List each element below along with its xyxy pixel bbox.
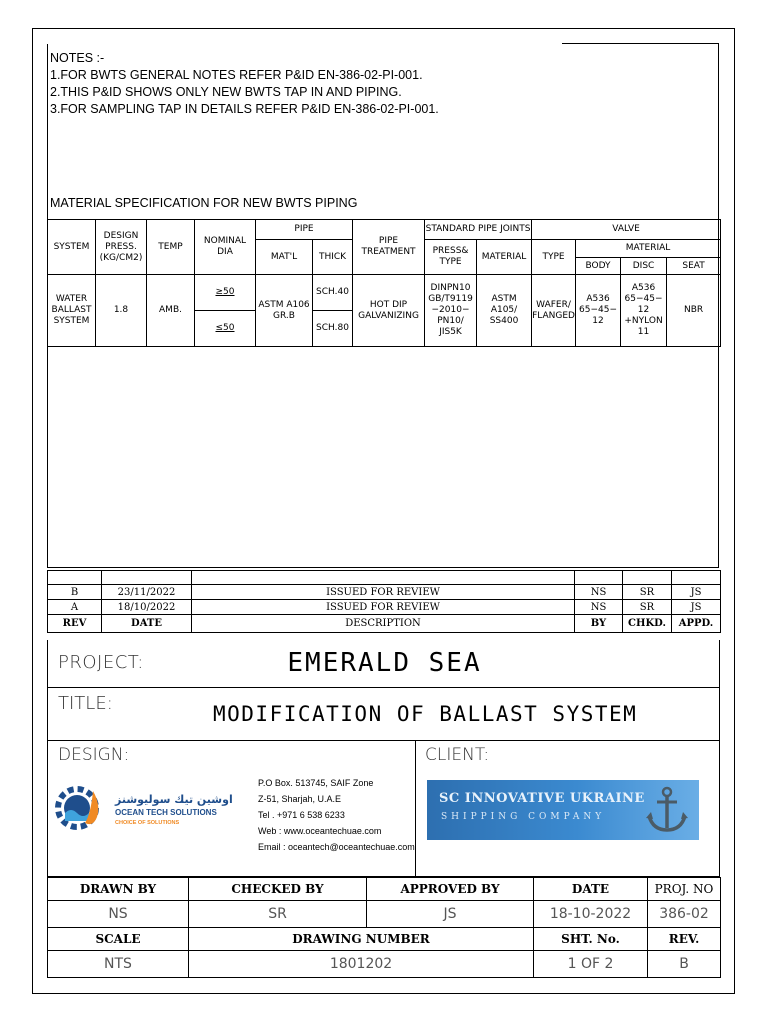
drawing-number-value: 1801202: [189, 951, 534, 978]
contact-line: Z-51, Sharjah, U.A.E: [258, 794, 342, 804]
dia-small-text: ≤50: [215, 323, 235, 333]
th-valve-material: MATERIAL: [576, 240, 721, 258]
approved-by-value: JS: [367, 901, 534, 928]
th-joint-material: MATERIAL: [477, 240, 532, 275]
client-logo: [427, 780, 699, 840]
cell-treatment: HOT DIP GALVANIZING: [353, 275, 425, 347]
checked-by-label: CHECKED BY: [189, 878, 367, 901]
proj-no-value: 386-02: [648, 901, 721, 928]
th-matl: MAT'L: [256, 240, 313, 275]
th-seat: SEAT: [667, 258, 721, 275]
contact-line: P.O Box. 513745, SAIF Zone: [258, 778, 374, 788]
logo-name: OCEAN TECH SOLUTIONS: [115, 808, 217, 817]
client-label: CLIENT:: [425, 745, 490, 765]
proj-no-label: PROJ. NO: [648, 878, 721, 901]
drawn-by-label: DRAWN BY: [48, 878, 189, 901]
project-block: [47, 640, 720, 688]
rev-by: NS: [575, 600, 623, 615]
th-design-press: DESIGN PRESS. (KG/CM2): [96, 220, 147, 275]
cell-matl: ASTM A106 GR.B: [256, 275, 313, 347]
project-name: EMERALD SEA: [287, 648, 482, 678]
contact-line: Web : www.oceantechuae.com: [258, 826, 382, 836]
rev-by: NS: [575, 585, 623, 600]
note-line: 1.FOR BWTS GENERAL NOTES REFER P&ID EN-386-02-PI-001.: [50, 68, 423, 82]
ocean-tech-logo: [53, 783, 253, 833]
cell-dia-small: [195, 311, 256, 347]
th-standard-pipe-joints: STANDARD PIPE JOINTS: [425, 220, 532, 240]
cell-seat: NBR: [667, 275, 721, 347]
note-line: 3.FOR SAMPLING TAP IN DETAILS REFER P&ID EN-386-02-PI-001.: [50, 102, 439, 116]
cell-temp: AMB.: [147, 275, 195, 347]
rev-chkd: SR: [623, 585, 672, 600]
drawing-number-label: DRAWING NUMBER: [189, 928, 534, 951]
cell-joint-material: ASTM A105/ SS400: [477, 275, 532, 347]
design-label: DESIGN:: [58, 745, 130, 765]
contact-line: Tel . +971 6 538 6233: [258, 810, 345, 820]
cell-design-press: 1.8: [96, 275, 147, 347]
date-label: DATE: [534, 878, 648, 901]
th-thick: THICK: [313, 240, 353, 275]
rev-date: 23/11/2022: [102, 585, 192, 600]
th-pipe: PIPE: [256, 220, 353, 240]
revision-row: [48, 600, 721, 615]
client-name: SC INNOVATIVE UKRAINE: [439, 791, 645, 806]
rev-header-description: DESCRIPTION: [192, 615, 575, 633]
th-temp: TEMP: [147, 220, 195, 275]
cell-thick-large: SCH.40: [313, 275, 353, 311]
cell-body: A536 65−45− 12: [576, 275, 621, 347]
th-system: SYSTEM: [48, 220, 96, 275]
scale-label: SCALE: [48, 928, 189, 951]
top-rule: [562, 43, 719, 44]
client-subtitle: SHIPPING COMPANY: [441, 812, 606, 822]
contact-line: Email : oceantech@oceantechuae.com: [258, 842, 415, 852]
rev-header-by: BY: [575, 615, 623, 633]
title-grid: [47, 877, 721, 978]
rev-id: A: [48, 600, 102, 615]
rev-id: B: [48, 585, 102, 600]
drawn-by-value: NS: [48, 901, 189, 928]
th-valve-type: TYPE: [532, 240, 576, 275]
rev-appd: JS: [672, 600, 721, 615]
cell-thick-small: SCH.80: [313, 311, 353, 347]
notes-heading: NOTES :-: [50, 51, 105, 65]
sheet-value: 1 OF 2: [534, 951, 648, 978]
rev-label: REV.: [648, 928, 721, 951]
revision-row: [48, 585, 721, 600]
revision-table: [47, 570, 721, 633]
rev-header-appd: APPD.: [672, 615, 721, 633]
logo-tagline: CHOICE OF SOLUTIONS: [115, 820, 180, 826]
rev-description: ISSUED FOR REVIEW: [192, 600, 575, 615]
revision-header-row: [48, 615, 721, 633]
design-client-block: [47, 741, 720, 877]
drawing-title: MODIFICATION OF BALLAST SYSTEM: [213, 702, 638, 726]
gear-icon: [58, 789, 98, 827]
rev-header-date: DATE: [102, 615, 192, 633]
dia-large-text: ≥50: [215, 287, 235, 297]
cell-disc: A536 65−45− 12 +NYLON 11: [621, 275, 667, 347]
rev-date: 18/10/2022: [102, 600, 192, 615]
revision-row-empty: [48, 571, 721, 585]
rev-header-rev: REV: [48, 615, 102, 633]
cell-press-type: DINPN10 GB/T9119 −2010− PN10/ JIS5K: [425, 275, 477, 347]
th-body: BODY: [576, 258, 621, 275]
cell-system: WATER BALLAST SYSTEM: [48, 275, 96, 347]
rev-appd: JS: [672, 585, 721, 600]
scale-value: NTS: [48, 951, 189, 978]
cell-dia-large: [195, 275, 256, 311]
th-pipe-treatment: PIPE TREATMENT: [353, 220, 425, 275]
logo-arabic: اوشين تيك سوليوشنز: [115, 793, 233, 806]
title-label: TITLE:: [58, 693, 113, 714]
th-press-type: PRESS& TYPE: [425, 240, 477, 275]
design-client-divider: [415, 741, 416, 876]
material-spec-table: [47, 219, 721, 347]
notes-block: [50, 50, 439, 118]
contact-details: [258, 775, 415, 855]
th-nominal-dia: NOMINAL DIA: [195, 220, 256, 275]
rev-chkd: SR: [623, 600, 672, 615]
ocean-tech-logo-graphic: [53, 783, 253, 833]
note-line: 2.THIS P&ID SHOWS ONLY NEW BWTS TAP IN AND PIPING.: [50, 85, 402, 99]
cell-valve-type: WAFER/ FLANGED: [532, 275, 576, 347]
checked-by-value: SR: [189, 901, 367, 928]
anchor-icon: [645, 786, 689, 834]
project-label: PROJECT:: [58, 652, 144, 673]
th-disc: DISC: [621, 258, 667, 275]
th-valve: VALVE: [532, 220, 721, 240]
date-value: 18-10-2022: [534, 901, 648, 928]
rev-value: B: [648, 951, 721, 978]
approved-by-label: APPROVED BY: [367, 878, 534, 901]
spec-heading: MATERIAL SPECIFICATION FOR NEW BWTS PIPING: [50, 196, 358, 210]
rev-header-chkd: CHKD.: [623, 615, 672, 633]
rev-description: ISSUED FOR REVIEW: [192, 585, 575, 600]
title-block: [47, 688, 720, 741]
sheet-label: SHT. No.: [534, 928, 648, 951]
